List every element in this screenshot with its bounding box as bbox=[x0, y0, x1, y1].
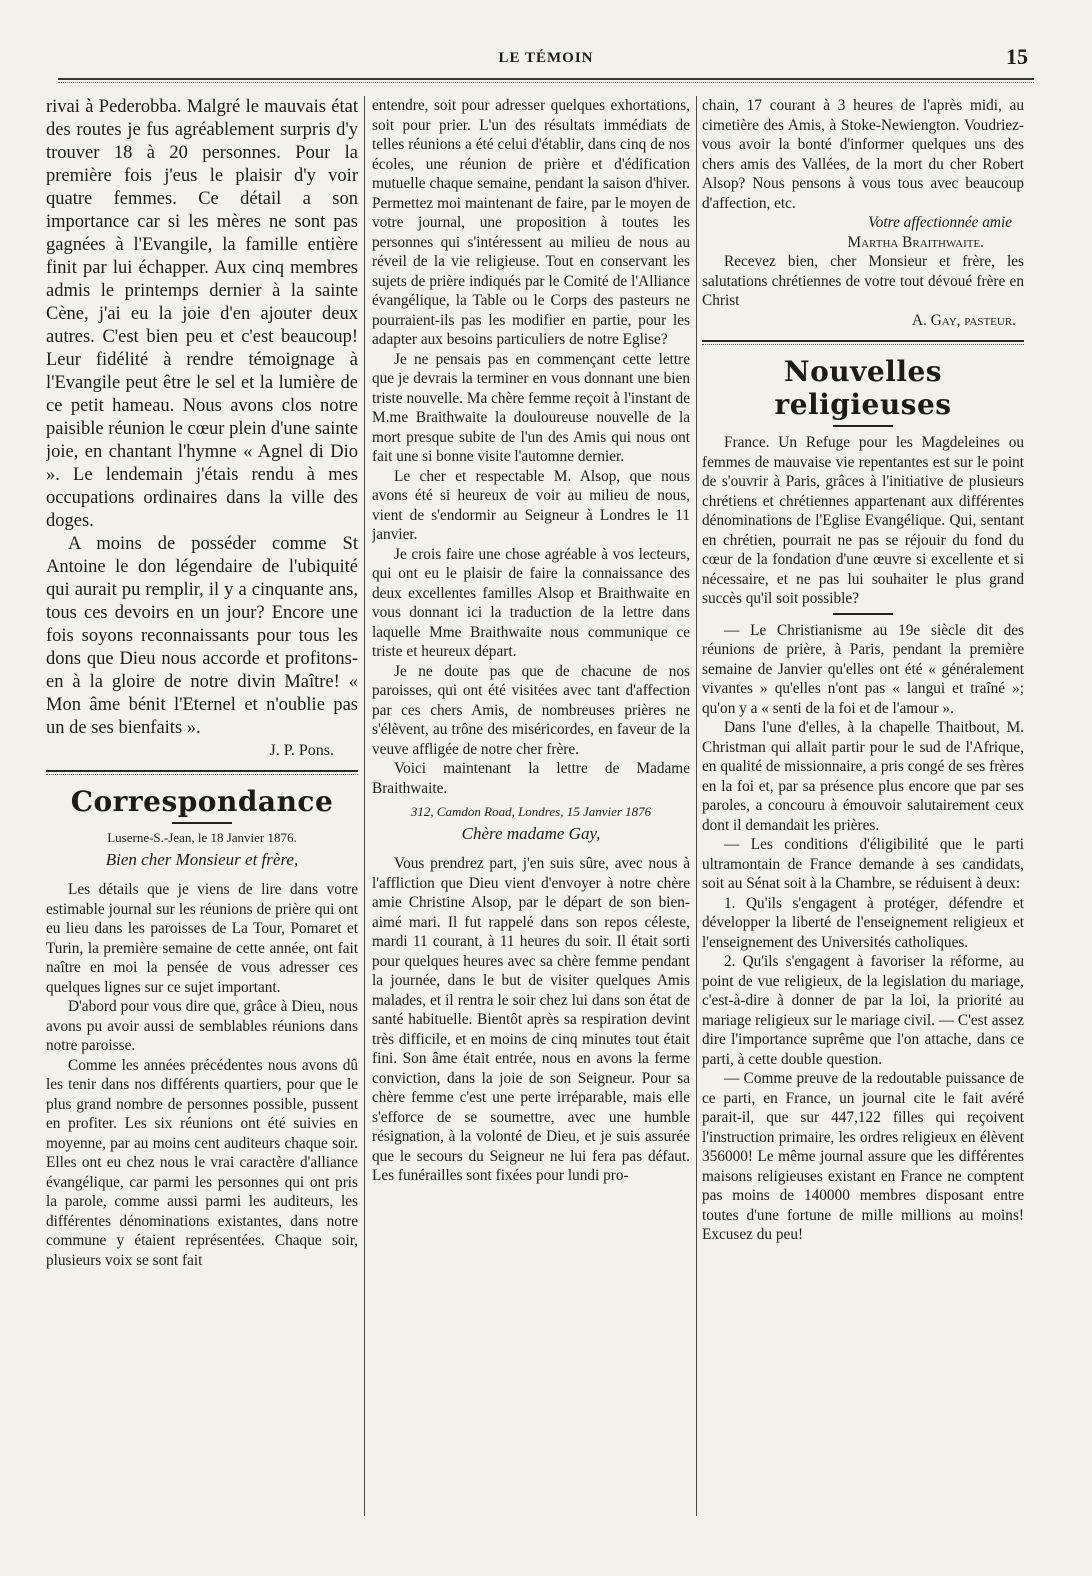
column-2 bbox=[372, 96, 690, 1516]
page-number: 15 bbox=[1006, 44, 1028, 69]
paragraph: Je ne doute pas que de chacune de nos paroisses, qui ont été visitées avec tant d'affection par ces chers Amis, de nombreuses prières ne s'élèvent, au trône des miséricordes, en faveur de la veuve affligée de notre cher frère. bbox=[372, 662, 690, 758]
section-rule bbox=[702, 340, 1024, 342]
section-rule bbox=[46, 770, 358, 772]
salutation: Bien cher Monsieur et frère, bbox=[105, 850, 299, 869]
paragraph: — Le Christianisme au 19e siècle dit des réunions de prière, à Paris, pendant la première semaine de Janvier qu'elles ont été « généralement vivantes » qu'elles n'ont pas « langui et traîné »; qu'on y a « senti de la foi et de l'amour ». bbox=[702, 621, 1024, 717]
column-divider bbox=[696, 96, 697, 1516]
signature: J. P. Pons. bbox=[269, 742, 334, 759]
paragraph: Je ne pensais pas en commençant cette lettre que je devrais la terminer en vous donnant une bien triste nouvelle. Ma chère femme reçoit à l'instant de M.me Braithwaite la douloureuse nouvelle de la mort presque subite de l'un des Amis qui nous ont fait une si bonne visite l'automne dernier. bbox=[372, 350, 690, 465]
running-title: LE TÉMOIN bbox=[498, 50, 594, 66]
paragraph: 1. Qu'ils s'engagent à protéger, défendre et développer la liberté de l'enseignement religieux et l'enseignement des Universités catholiques. bbox=[702, 894, 1024, 951]
column-1 bbox=[46, 96, 358, 1516]
paragraph: Vous prendrez part, j'en suis sûre, avec nous à l'affliction que Dieu vient d'envoyer à notre chère amie Christine Alsop, par le départ de son bien-aimé mari. Il fut rappelé dans son repos céleste, mardi 11 courant, à 11 heures du soir. Il était sorti pour quelques heures avec sa chère femme pendant la journée, dans le but de visiter quelques Amis malades, et il rentra le soir chez lui dans son état de santé habituelle. Bientôt après sa respiration devint très difficile, et en moins de cinq minutes tout était fini. Son âme était entrée, nous en avons la ferme conviction, dans la joie de son Seigneur. Pour sa chère femme c'est une perte irréparable, mais elle s'efforce de se soumettre, avec une humble résignation, à la volonté de Dieu, et je suis assurée que le secours du Seigneur ne lui fera pas défaut. Les funérailles sont fixées pour lundi pro- bbox=[372, 855, 690, 1184]
header-rule-dotted bbox=[58, 82, 1034, 83]
paragraph: — Comme preuve de la redoutable puissance de ce parti, en France, un journal cite le fait avéré parait-il, que sur 447,122 filles qui reçoivent l'instruction primaire, les ordres religieux en élèvent 356000! Le même journal assure que les différentes maisons religieuses existant en France ne comptent pas moins de 140000 membres disposant entre toutes d'une fortune de mille millions au moins! Excusez du peu! bbox=[702, 1070, 1024, 1243]
paragraph: A moins de posséder comme St Antoine le don légendaire de l'ubiquité qui aurait pu remplir, il y a cinquante ans, tous ces devoirs en un jour? Encore une fois soyons reconnaissants pour tous les dons que Dieu nous accorde et profitons-en à la gloire de notre divin Maître! « Mon âme bénit l'Eternel et n'oublie pas un de ses bienfaits ». bbox=[46, 534, 358, 738]
paragraph: D'abord pour vous dire que, grâce à Dieu, nous avons pu avoir aussi de semblables réunions dans notre paroisse. bbox=[46, 998, 358, 1054]
dateline: Luserne-S.-Jean, le 18 Janvier 1876. bbox=[107, 830, 297, 845]
section-title-correspondance: Correspondance bbox=[70, 785, 334, 818]
short-rule bbox=[172, 822, 232, 824]
paragraph: rivai à Pederobba. Malgré le mauvais état des routes je fus agréablement surpris d'y trouver 18 à 20 personnes. Pour la première fois j'eus le plaisir d'y voir quatre femmes. Ce détail a son importance car si les mères ne sont pas gagnées à l'Evangile, la famille entière finit par lui échapper. Aux cinq membres admis le printemps dernier à la sainte Cène, j'ai eu la joie d'en ajouter deux autres. C'est bien peu et c'est beaucoup! Leur fidélité à rendre témoignage à l'Evangile peut être le sel et la lumière de ce petit hameau. Nous avons clos notre paisible réunion le cœur plein d'une sainte joie, en chantant l'hymne « Agnel di Dio ». Le lendemain j'étais rendu à mes occupations ordinaires dans la ville des doges. bbox=[46, 97, 358, 531]
closing-name: Martha Braithwaite. bbox=[847, 233, 984, 251]
salutation: Chère madame Gay, bbox=[461, 824, 601, 843]
short-rule bbox=[833, 425, 893, 427]
paragraph: — Les conditions d'éligibilité que le parti ultramontain de France demande à ses candidats, soit au Sénat soit à la Chambre, se réduisent à deux: bbox=[702, 836, 1024, 892]
closing: Votre affectionnée amie bbox=[868, 214, 1012, 231]
paragraph: Comme les années précédentes nous avons dû les tenir dans nos différents quartiers, pour que le plus grand nombre de personnes possible, pussent en profiter. Les six réunions ont été suivies en moyenne, par au moins cent auditeurs chaque soir. Elles ont eu chez nous le vrai caractère d'alliance évangélique, car parmi les personnes qui ont pris la parole, comme aussi parmi les auditeurs, les différentes dénominations existantes, dans notre commune y étaient représentées. Chaque soir, plusieurs voix se sont fait bbox=[46, 1056, 358, 1269]
paragraph: 2. Qu'ils s'engagent à favoriser la réforme, au point de vue religieux, de la legislation du mariage, c'est-à-dire à donner de par la loi, la priorité au mariage religieux sur le mariage civil. — C'est assez dire l'importance suprême que l'on attache, dans ce parti, à cette double question. bbox=[702, 953, 1024, 1068]
section-title-nouvelles: Nouvelles religieuses bbox=[774, 355, 952, 421]
paragraph: Voici maintenant la lettre de Madame Braithwaite. bbox=[372, 760, 690, 797]
page-header bbox=[58, 44, 1034, 74]
paragraph: Les détails que je viens de lire dans votre estimable journal sur les réunions de prière qui ont eu lieu dans les paroisses de La Tour, Pomaret et Turin, la première semaine de cette année, ont fait naître en moi la pensée de vous adresser ces quelques lignes sur ce sujet important. bbox=[46, 881, 358, 996]
section-rule-dotted bbox=[702, 344, 1024, 345]
paragraph: Dans l'une d'elles, à la chapelle Thaitbout, M. Christman qui allait partir pour le sud de l'Afrique, en qualité de missionnaire, a pris congé de ses frères en la foi et, par sa présence plus encore que par ses paroles, a concouru à émouvoir salutairement ceux dont il demandait les prières. bbox=[702, 719, 1024, 834]
column-divider bbox=[364, 96, 365, 1516]
section-rule-dotted bbox=[46, 774, 358, 775]
paragraph: Recevez bien, cher Monsieur et frère, les salutations chrétiennes de votre tout dévoué frère en Christ bbox=[702, 253, 1024, 309]
paragraph: entendre, soit pour adresser quelques exhortations, soit pour prier. L'un des résultats immédiats de telles réunions a été celui d'établir, dans cinq de nos écoles, une réunion de prière et d'édification mutuelle chaque semaine, pendant la saison d'hiver. Permettez moi maintenant de faire, par le moyen de votre journal, une proposition à toutes les personnes qui s'intéressent au milieu de nous au réveil de la vie religieuse. Tout en conservant les sujets de prière indiqués par le Comité de l'Alliance évangélique, la Table ou le Corps des pasteurs ne pourraient-ils pas les modifier en partie, pour les adapter aux besoins particuliers de notre Eglise? bbox=[372, 97, 690, 348]
header-rule bbox=[58, 78, 1034, 80]
short-rule bbox=[833, 613, 893, 615]
column-3 bbox=[702, 96, 1024, 1516]
paragraph: France. Un Refuge pour les Magdeleines ou femmes de mauvaise vie repentantes est sur le point de s'ouvrir à Paris, grâces à l'initiative de plusieurs chrétiens et chrétiennes appartenant aux différentes dénominations de l'Eglise Evangélique. Qui, sentant en chrétien, pourrait ne pas se réjouir du fond du cœur de la fondation d'une œuvre si excellente et si nécessaire, et ne pas lui souhaiter le plus grand succès qu'il soit possible? bbox=[702, 434, 1024, 607]
paragraph: Je crois faire une chose agréable à vos lecteurs, qui ont eu le plaisir de faire la connaissance des deux excellentes familles Alsop et Braithwaite en vous donnant ici la traduction de la lettre dans laquelle Mme Braithwaite nous communique ce triste et heureux départ. bbox=[372, 545, 690, 660]
signature: A. Gay, pasteur. bbox=[912, 311, 1016, 329]
paragraph: chain, 17 courant à 3 heures de l'après midi, au cimetière des Amis, à Stoke-Newiengton. Voudriez-vous avoir la bonté d'informer quelques uns des chers amis des Vallées, de la mort du cher Robert Alsop? Nous pensons à vous tous avec beaucoup d'affection, etc. bbox=[702, 97, 1024, 212]
dateline: 312, Camdon Road, Londres, 15 Janvier 1876 bbox=[410, 804, 652, 819]
paragraph: Le cher et respectable M. Alsop, que nous avons été si heureux de voir au milieu de nous, vient de s'endormir au Seigneur à Londres le 11 janvier. bbox=[372, 467, 690, 543]
